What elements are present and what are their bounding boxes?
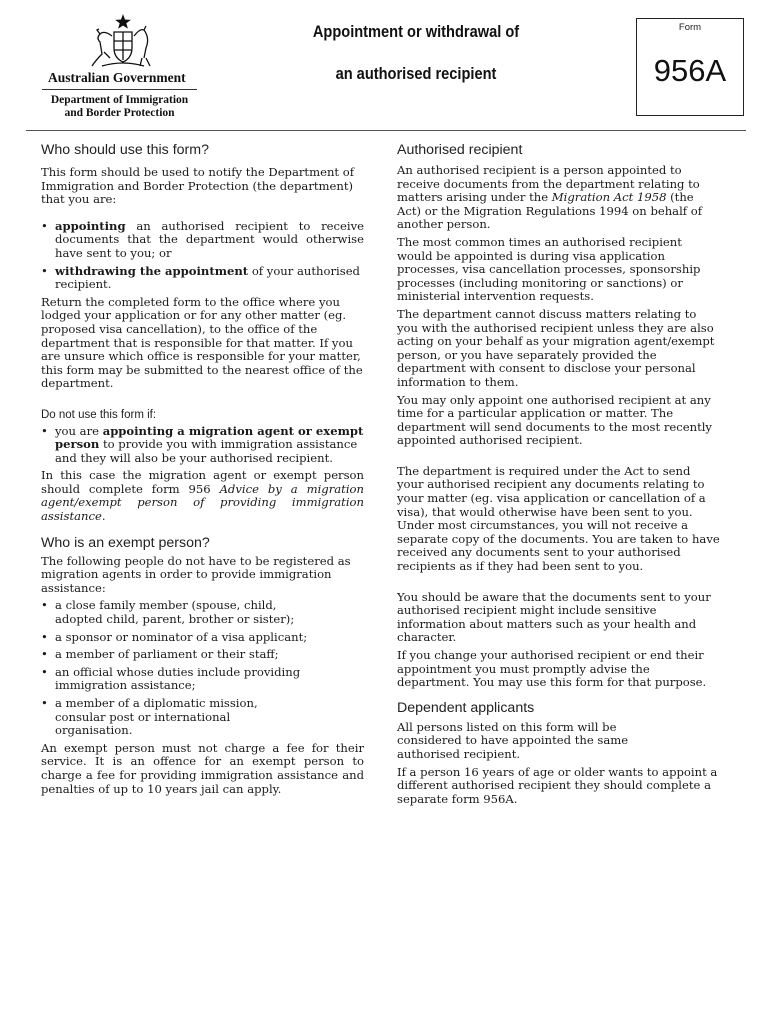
- ar-paragraph-5: The department is required under the Act to send your authorised recipient any documents relating to your matter (eg. visa application or cancellation of a visa), that would otherwise have been sent to you. Under most circumstances, you will not receive a separate copy of the documents. You are taken to have received any documents sent to your authorised recipients as if they had been sent to you.: [397, 463, 720, 574]
- text-run: .: [101, 509, 106, 524]
- form-title-line-1: Appointment or withdrawal of: [312, 22, 520, 41]
- government-name: Australian Government: [48, 70, 186, 85]
- ar-paragraph-4: You may only appoint one authorised recipient at any time for a particular application or matter. The department will send documents to the most recently appointed authorised recipient.: [397, 392, 712, 448]
- bullet-text: to provide you with immigration assistance and they will also be your authorised recipient.: [55, 437, 358, 465]
- who-should-use-heading: Who should use this form?: [41, 142, 209, 158]
- form-number-box: [636, 18, 744, 116]
- form-956-title: Advice by a migration agent/exempt person of providing immigration assistance: [41, 481, 364, 524]
- ar-paragraph-6: You should be aware that the documents sent to your authorised recipient might include sensitive information about matters such as your health and character.: [397, 589, 711, 645]
- list-item: • a sponsor or nominator of a visa applicant;: [41, 631, 364, 645]
- in-this-case-text: [41, 469, 364, 523]
- divider: [42, 89, 197, 90]
- exempt-intro: The following people do not have to be registered as migration agents in order to provide immigration assistance:: [41, 553, 351, 595]
- ar-paragraph-3: The department cannot discuss matters relating to you with the authorised recipient unless they are also acting on your behalf as your migration agent/exempt person, or you have separately provided the department with consent to disclose your personal information to them.: [397, 306, 715, 389]
- exempt-list: [41, 599, 364, 737]
- ar-paragraph-1: [397, 164, 720, 232]
- exempt-person-heading: Who is an exempt person?: [41, 534, 210, 551]
- department-line-2: and Border Protection: [64, 107, 175, 119]
- coat-of-arms-logo: [84, 14, 162, 72]
- form-number: 956A: [653, 53, 727, 88]
- list-item: • a member of parliament or their staff;: [41, 648, 364, 662]
- dep-paragraph-1: All persons listed on this form will be considered to have appointed the same authorised recipient.: [397, 719, 629, 761]
- department-name: [42, 94, 197, 120]
- ar-paragraph-7: If you change your authorised recipient or end their appointment you must promptly advise the department. You may use this form for that purpose.: [397, 648, 707, 690]
- list-item: • a close family member (spouse, child, adopted child, parent, brother or sister);: [41, 599, 364, 626]
- right-column: [397, 142, 720, 806]
- bullet-bold: appointing a migration agent or exempt person: [55, 423, 364, 452]
- act-title: Migration Act 1958: [551, 190, 667, 205]
- do-not-use-heading: Do not use this form if:: [41, 408, 157, 421]
- who-intro: This form should be used to notify the Department of Immigration and Border Protection (the department) that you are:: [41, 165, 355, 207]
- text-run: In this case the migration agent or exempt person should complete form 956: [41, 468, 364, 496]
- list-item: [41, 425, 364, 466]
- text-run: An authorised recipient is a person appointed to receive documents from the department relating to matters arising under the: [397, 163, 700, 205]
- bullet-text: an authorised recipient to receive documents that the department would otherwise have sent to you; or: [55, 218, 364, 260]
- list-item: • an official whose duties include providing immigration assistance;: [41, 666, 364, 693]
- do-not-use-list: [41, 425, 364, 466]
- bullet-text: you are: [55, 423, 103, 438]
- dependent-applicants-heading: Dependent applicants: [397, 699, 535, 716]
- dep-paragraph-2: If a person 16 years of age or older wants to appoint a different authorised recipient they should complete a separate form 956A.: [397, 764, 718, 806]
- department-line-1: Department of Immigration: [50, 94, 189, 106]
- form-label: Form: [678, 22, 702, 33]
- left-column: [41, 142, 364, 796]
- list-item: [41, 265, 364, 292]
- usage-list: [41, 220, 364, 292]
- bullet-text: of your authorised recipient.: [55, 263, 360, 292]
- bullet-bold: appointing: [55, 218, 126, 233]
- list-item: [41, 220, 364, 261]
- ar-paragraph-2: The most common times an authorised recipient would be appointed is during visa application processes, visa cancellation processes, sponsorship processes (including monitoring or sanctions) or ministerial intervention requests.: [397, 234, 701, 304]
- list-item: • a member of a diplomatic mission, consular post or international organisation.: [41, 697, 364, 738]
- text-run: (the Act) or the Migration Regulations 1994 on behalf of another person.: [397, 190, 703, 232]
- bullet-bold: withdrawing the appointment: [55, 263, 249, 278]
- fee-warning-text: An exempt person must not charge a fee for their service. It is an offence for an exempt person to charge a fee for providing immigration assistance and penalties of up to 10 years jail can apply.: [41, 740, 364, 796]
- authorised-recipient-heading: Authorised recipient: [397, 142, 523, 158]
- header-divider: [26, 130, 746, 131]
- form-title-line-2: an authorised recipient: [335, 64, 497, 83]
- return-form-text: Return the completed form to the office where you lodged your application or for any other matter (eg. proposed visa cancellation), to the office of the department that is responsible for that matter. If you are unsure which office is responsible for your matter, this form may be submitted to the nearest office of the department.: [41, 294, 363, 391]
